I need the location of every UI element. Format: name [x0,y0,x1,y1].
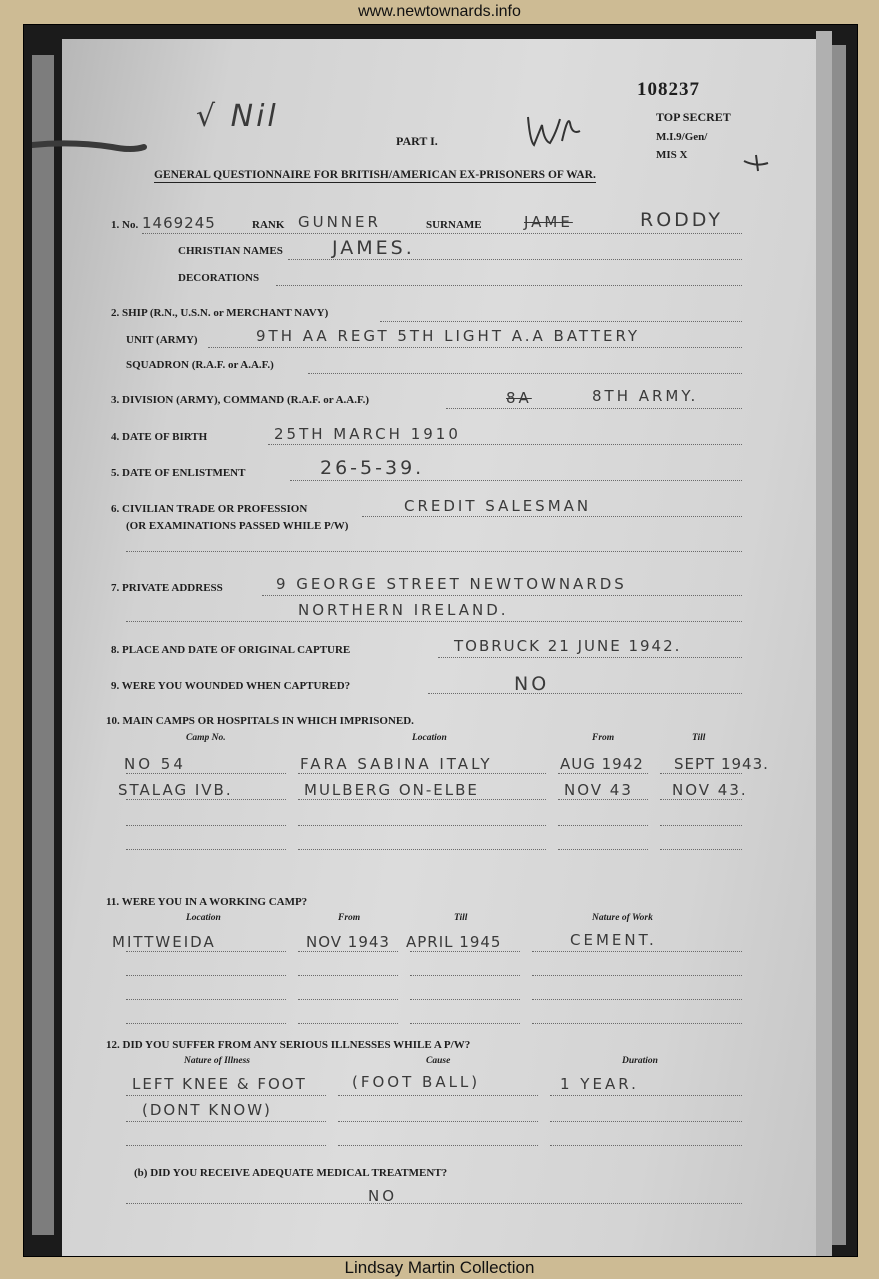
q12-rule [126,1095,326,1096]
q12b-label: (b) DID YOU RECEIVE ADEQUATE MEDICAL TREATMENT? [134,1167,448,1179]
q11-row1-from: NOV 1943 [306,933,390,951]
q8-line [438,657,742,658]
q1-christian-label: CHRISTIAN NAMES [178,245,283,257]
q11-rule [532,999,742,1000]
q12-cause: (FOOT BALL) [352,1073,481,1091]
q1-surname-label: SURNAME [426,219,482,231]
q12-header-duration: Duration [622,1056,658,1066]
q7-label: 7. PRIVATE ADDRESS [111,582,223,594]
q4-label: 4. DATE OF BIRTH [111,431,208,443]
q12b-line [126,1203,742,1204]
q7-rule-2 [126,621,742,622]
q12-rule [550,1145,742,1146]
q3-struck: 8A [506,389,532,407]
q11-rule [410,1023,520,1024]
q1-christian-line [288,259,742,260]
q12-illness-line2: (DONT KNOW) [142,1101,272,1119]
q6-line-2 [126,551,742,552]
q12-illness-line1: LEFT KNEE & FOOT [132,1075,307,1093]
q11-row1-work: CEMENT. [570,931,657,949]
q8-value: TOBRUCK 21 JUNE 1942. [454,637,682,655]
q11-rule [410,951,520,952]
q7-line1: 9 GEORGE STREET NEWTOWNARDS [276,575,627,593]
stack-edge-right [816,31,832,1256]
q6-line-1 [362,516,742,517]
q10-row2-camp: STALAG IVB. [118,781,233,799]
q1-rank-label: RANK [252,219,285,231]
q10-row2-from: NOV 43 [564,781,633,799]
q10-row1-camp: NO 54 [124,755,186,773]
reference-mi9: M.I.9/Gen/ [656,131,708,143]
q1-rank-value: GUNNER [298,213,381,231]
q12-header-illness: Nature of Illness [184,1056,250,1066]
q10-rule [660,799,742,800]
q10-rule [298,799,546,800]
handwritten-tick-nil: √ Nil [196,99,279,134]
q12-rule [338,1095,538,1096]
q11-rule [126,975,286,976]
q9-value: NO [514,673,550,695]
reference-misx: MIS X [656,149,688,161]
q3-value: 8TH ARMY. [592,387,699,405]
q11-rule [126,1023,286,1024]
q2-unit-label: UNIT (ARMY) [126,334,198,346]
q6-label: 6. CIVILIAN TRADE OR PROFESSION [111,503,308,515]
q12-rule [550,1121,742,1122]
classification: TOP SECRET [656,110,731,124]
q12-header-cause: Cause [426,1056,451,1066]
document-number: 108237 [637,79,700,100]
q1-line [142,233,742,234]
q10-rule [660,773,742,774]
q6-label-2: (OR EXAMINATIONS PASSED WHILE P/W) [126,520,349,532]
q11-row1-location: MITTWEIDA [112,933,216,951]
q12-duration: 1 YEAR. [560,1075,639,1093]
q10-row2-location: MULBERG ON-ELBE [304,781,479,799]
q11-rule [532,975,742,976]
q11-rule [532,951,742,952]
q11-header-till: Till [454,913,468,923]
q10-rule [558,849,648,850]
q11-rule [410,975,520,976]
q12b-value: NO [368,1187,398,1205]
document-photo [23,24,858,1257]
q10-label: 10. MAIN CAMPS OR HOSPITALS IN WHICH IMPRISONED. [106,715,414,727]
q11-header-work: Nature of Work [592,913,653,923]
q10-rule [126,773,286,774]
q11-label: 11. WERE YOU IN A WORKING CAMP? [106,896,308,908]
q11-rule [298,999,398,1000]
q11-rule [532,1023,742,1024]
q10-header-location: Location [412,733,447,743]
q2-squadron-label: SQUADRON (R.A.F. or A.A.F.) [126,359,274,371]
q6-value: CREDIT SALESMAN [404,497,592,515]
q1-surname-value: RODDY [640,209,723,231]
q10-row1-location: FARA SABINA ITALY [300,755,493,773]
q12-rule [126,1121,326,1122]
q10-rule [298,825,546,826]
q9-label: 9. WERE YOU WOUNDED WHEN CAPTURED? [111,680,351,692]
q11-header-from: From [338,913,361,923]
q10-row1-till: SEPT 1943. [674,755,769,773]
q5-label: 5. DATE OF ENLISTMENT [111,467,246,479]
q11-rule [298,951,398,952]
q2-unit-line [208,347,742,348]
q10-rule [126,825,286,826]
handwritten-tick-small [742,153,772,173]
q12-label: 12. DID YOU SUFFER FROM ANY SERIOUS ILLNESSES WHILE A P/W? [106,1039,471,1051]
q4-value: 25TH MARCH 1910 [274,425,461,443]
q11-rule [298,1023,398,1024]
q5-value: 26-5-39. [320,457,425,479]
q2-ship-label: 2. SHIP (R.N., U.S.N. or MERCHANT NAVY) [111,307,329,319]
q1-decorations-line [276,285,742,286]
collection-credit: Lindsay Martin Collection [344,1258,535,1277]
q12-rule [338,1145,538,1146]
q11-rule [126,999,286,1000]
q2-ship-line [380,321,742,322]
q10-rule [126,799,286,800]
q9-line [428,693,742,694]
q10-rule [558,773,648,774]
q10-rule [126,849,286,850]
q4-line [268,444,742,445]
q10-rule [660,825,742,826]
questionnaire-page [62,39,816,1257]
q1-number-value: 1469245 [142,214,216,232]
q1-number-label: 1. No. [111,219,139,231]
q10-rule [558,799,648,800]
q10-header-till: Till [692,733,706,743]
q5-line [290,480,742,481]
q11-rule [298,975,398,976]
q12-rule [550,1095,742,1096]
q10-rule [298,849,546,850]
q11-row1-till: APRIL 1945 [406,933,502,951]
q1-decorations-label: DECORATIONS [178,272,260,284]
q8-label: 8. PLACE AND DATE OF ORIGINAL CAPTURE [111,644,351,656]
q10-rule [660,849,742,850]
q2-unit-value: 9TH AA REGT 5TH LIGHT A.A BATTERY [256,327,641,345]
q10-header-camp: Camp No. [186,733,226,743]
q10-rule [298,773,546,774]
q7-line2: NORTHERN IRELAND. [298,601,509,619]
q10-header-from: From [592,733,615,743]
folder-edge [32,55,54,1235]
q12-rule [338,1121,538,1122]
q12-rule [126,1145,326,1146]
q2-squadron-line [308,373,742,374]
binding-string [32,135,152,159]
form-title: GENERAL QUESTIONNAIRE FOR BRITISH/AMERICAN EX-PRISONERS OF WAR. [154,169,596,181]
q1-surname-struck: JAME [524,213,573,231]
q10-rule [558,825,648,826]
q11-rule [410,999,520,1000]
site-url: www.newtownards.info [358,3,521,20]
q11-header-location: Location [186,913,221,923]
q3-line [446,408,742,409]
q7-rule-1 [262,595,742,596]
part-label: PART I. [396,134,438,148]
q10-row2-till: NOV 43. [672,781,748,799]
q11-rule [126,951,286,952]
q1-christian-value: JAMES. [332,237,415,259]
handwritten-initials [524,111,584,151]
stack-edge-far [832,45,846,1245]
q10-row1-from: AUG 1942 [560,755,644,773]
q3-label: 3. DIVISION (ARMY), COMMAND (R.A.F. or A.A.F.) [111,394,370,406]
